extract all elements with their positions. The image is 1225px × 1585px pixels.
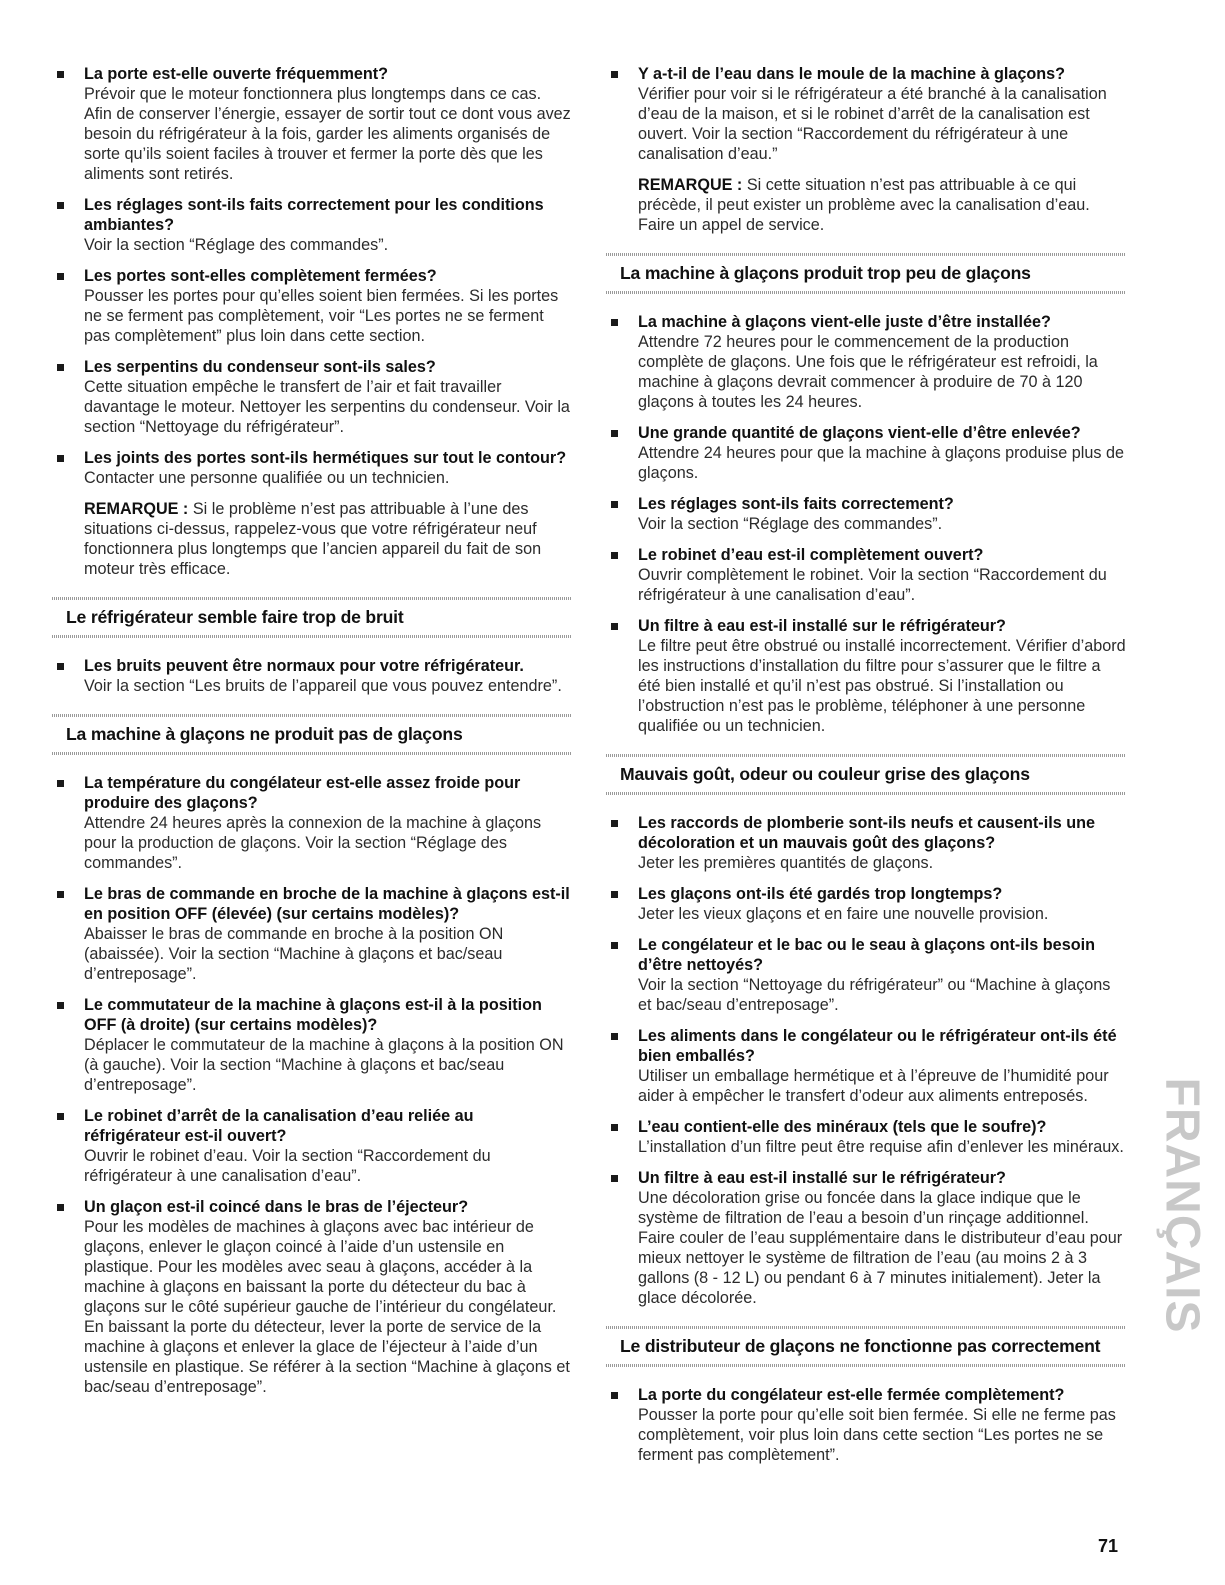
- faq-question: Le robinet d’eau est-il complètement ouvert?: [638, 546, 984, 564]
- section-title-no-ice: La machine à glaçons ne produit pas de glaçons: [66, 724, 463, 744]
- section-header: [52, 597, 572, 638]
- bullet-icon: [57, 891, 64, 898]
- language-side-label: [1155, 1077, 1209, 1333]
- faq-item: [52, 656, 572, 696]
- section-title-few-ice: La machine à glaçons produit trop peu de glaçons: [620, 263, 1031, 283]
- faq-answer: Vérifier pour voir si le réfrigérateur a été branché à la canalisation d’eau de la maison, et si le robinet d’arrêt de la canalisation est ouvert. Voir la section “Raccordement du réfrigérateur à une canalisation d’eau.”: [638, 85, 1107, 163]
- faq-answer: Voir la section “Réglage des commandes”.: [84, 236, 389, 254]
- bullet-icon: [57, 1002, 64, 1009]
- faq-answer: Ouvrir complètement le robinet. Voir la section “Raccordement du réfrigérateur à une canalisation d’eau”.: [638, 566, 1107, 604]
- faq-item: [52, 1197, 572, 1397]
- faq-answer: Jeter les premières quantités de glaçons.: [638, 854, 934, 872]
- note-text: Si cette situation n’est pas attribuable à ce qui précède, il peut exister un problème avec la canalisation d’eau. Faire un appel de service.: [638, 176, 1090, 234]
- faq-question: Le congélateur et le bac ou le seau à glaçons ont-ils besoin d’être nettoyés?: [638, 936, 1095, 974]
- faq-question: La porte est-elle ouverte fréquemment?: [84, 65, 389, 83]
- note-label: REMARQUE :: [84, 500, 189, 518]
- page-number: 71: [1098, 1536, 1119, 1556]
- faq-item: [606, 1168, 1126, 1308]
- section-title-taste: Mauvais goût, odeur ou couleur grise des glaçons: [620, 764, 1030, 784]
- bullet-icon: [57, 780, 64, 787]
- faq-question: Les raccords de plomberie sont-ils neufs et causent-ils une décoloration et un mauvais goût des glaçons?: [638, 814, 1095, 852]
- faq-answer: Cette situation empêche le transfert de l’air et fait travailler davantage le moteur. Nettoyer les serpentins du condenseur. Voir la section “Nettoyage du réfrigérateur”.: [84, 378, 570, 436]
- faq-item: [606, 616, 1126, 736]
- faq-item: [606, 1117, 1126, 1157]
- bullet-icon: [611, 552, 618, 559]
- faq-question: Le robinet d’arrêt de la canalisation d’eau reliée au réfrigérateur est-il ouvert?: [84, 1107, 474, 1145]
- faq-answer: Attendre 72 heures pour le commencement de la production complète de glaçons. Une fois que le réfrigérateur est refroidi, la machine à glaçons devrait commencer à produire de 70 à 120 glaçons à toutes les 24 heures.: [638, 333, 1098, 411]
- faq-answer: Pousser les portes pour qu’elles soient bien fermées. Si les portes ne se ferment pas complètement, voir “Les portes ne se ferment pas complètement” plus loin dans cette section.: [84, 287, 559, 345]
- section-header: [52, 714, 572, 755]
- faq-item: [52, 995, 572, 1095]
- section-title-noise: Le réfrigérateur semble faire trop de bruit: [66, 607, 404, 627]
- faq-item: [606, 494, 1126, 534]
- bullet-icon: [611, 942, 618, 949]
- faq-item: [606, 813, 1126, 873]
- faq-item: [52, 884, 572, 984]
- faq-question: Le commutateur de la machine à glaçons est-il à la position OFF (à droite) (sur certains modèles)?: [84, 996, 542, 1034]
- note-label: REMARQUE :: [638, 176, 743, 194]
- faq-question: L’eau contient-elle des minéraux (tels que le soufre)?: [638, 1118, 1047, 1136]
- faq-question: Un glaçon est-il coincé dans le bras de l’éjecteur?: [84, 1198, 469, 1216]
- faq-answer: Voir la section “Nettoyage du réfrigérateur” ou “Machine à glaçons et bac/seau d’entreposage”.: [638, 976, 1111, 1014]
- faq-answer: Voir la section “Les bruits de l’appareil que vous pouvez entendre”.: [84, 677, 562, 695]
- bullet-icon: [611, 319, 618, 326]
- bullet-icon: [611, 1033, 618, 1040]
- bullet-icon: [57, 71, 64, 78]
- bullet-icon: [57, 273, 64, 280]
- faq-answer: Voir la section “Réglage des commandes”.: [638, 515, 943, 533]
- faq-answer: Pousser la porte pour qu’elle soit bien fermée. Si elle ne ferme pas complètement, voir plus loin dans cette section “Les portes ne se ferment pas complètement”.: [638, 1406, 1116, 1464]
- faq-answer: Déplacer le commutateur de la machine à glaçons à la position ON (à gauche). Voir la section “Machine à glaçons et bac/seau d’entreposage”.: [84, 1036, 564, 1094]
- faq-item: [52, 448, 572, 488]
- faq-item: [52, 357, 572, 437]
- section-header: [606, 253, 1126, 294]
- faq-question: Les glaçons ont-ils été gardés trop longtemps?: [638, 885, 1003, 903]
- bullet-icon: [57, 663, 64, 670]
- faq-answer: L’installation d’un filtre peut être requise afin d’enlever les minéraux.: [638, 1138, 1124, 1156]
- section-title-dispenser: Le distributeur de glaçons ne fonctionne pas correctement: [620, 1336, 1101, 1356]
- faq-item: [52, 64, 572, 184]
- faq-question: Y a-t-il de l’eau dans le moule de la machine à glaçons?: [638, 65, 1066, 83]
- faq-item: [606, 64, 1126, 164]
- faq-answer: Utiliser un emballage hermétique et à l’épreuve de l’humidité pour aider à empêcher le transfert d’odeur aux aliments entreposés.: [638, 1067, 1109, 1105]
- bullet-icon: [57, 455, 64, 462]
- bullet-icon: [57, 1204, 64, 1211]
- faq-item: [606, 545, 1126, 605]
- faq-question: Le bras de commande en broche de la machine à glaçons est-il en position OFF (élevée) (sur certains modèles)?: [84, 885, 570, 923]
- left-column: [52, 64, 572, 1408]
- faq-answer: Une décoloration grise ou foncée dans la glace indique que le système de filtration de l’eau a besoin d’un rinçage additionnel. Faire couler de l’eau supplémentaire dans le distributeur d’eau pour mieux nettoyer le système de filtration de l’eau (au moins 2 à 3 gallons (8 - 12 L) ou pendant 6 à 7 minutes initialement). Jeter la glace décolorée.: [638, 1189, 1123, 1307]
- section-header: [606, 754, 1126, 795]
- faq-question: Les bruits peuvent être normaux pour votre réfrigérateur.: [84, 657, 524, 675]
- faq-question: Un filtre à eau est-il installé sur le réfrigérateur?: [638, 617, 1006, 635]
- faq-item: [52, 266, 572, 346]
- faq-question: Les portes sont-elles complètement fermées?: [84, 267, 437, 285]
- faq-item: [52, 195, 572, 255]
- faq-answer: Attendre 24 heures pour que la machine à glaçons produise plus de glaçons.: [638, 444, 1124, 482]
- bullet-icon: [57, 202, 64, 209]
- faq-question: Les aliments dans le congélateur ou le réfrigérateur ont-ils été bien emballés?: [638, 1027, 1117, 1065]
- faq-question: La porte du congélateur est-elle fermée complètement?: [638, 1386, 1065, 1404]
- bullet-icon: [57, 1113, 64, 1120]
- faq-item: [52, 773, 572, 873]
- note-text: Si le problème n’est pas attribuable à l’une des situations ci-dessus, rappelez-vous que votre réfrigérateur neuf fonctionnera plus longtemps que l’ancien appareil du fait de son moteur très efficace.: [84, 500, 542, 578]
- bullet-icon: [57, 364, 64, 371]
- faq-item: [606, 423, 1126, 483]
- faq-question: Une grande quantité de glaçons vient-elle d’être enlevée?: [638, 424, 1081, 442]
- faq-answer: Le filtre peut être obstrué ou installé incorrectement. Vérifier d’abord les instructions d’installation du filtre pour s’assurer que le filtre a été bien installé et qu’il n’est pas obstrué. Si l’installation ou l’obstruction n’est pas le problème, téléphoner à une personne qualifiée ou un technicien.: [638, 637, 1126, 735]
- faq-question: Les serpentins du condenseur sont-ils sales?: [84, 358, 436, 376]
- note-paragraph: [52, 499, 572, 579]
- faq-item: [606, 312, 1126, 412]
- faq-answer: Pour les modèles de machines à glaçons avec bac intérieur de glaçons, enlever le glaçon coincé à l’aide d’un ustensile en plastique. Pour les modèles avec seau à glaçons, accéder à la machine à glaçons en baissant la porte du détecteur du bac à glaçons sur le côté supérieur gauche de l’intérieur du congélateur. En baissant la porte du détecteur, lever la porte de service de la machine à glaçons et enlever la glace de l’éjecteur à l’aide d’un ustensile en plastique. Se référer à la section “Machine à glaçons et bac/seau d’entreposage”.: [84, 1218, 570, 1396]
- faq-item: [52, 1106, 572, 1186]
- bullet-icon: [611, 1124, 618, 1131]
- faq-item: [606, 935, 1126, 1015]
- bullet-icon: [611, 430, 618, 437]
- faq-item: [606, 884, 1126, 924]
- faq-question: La température du congélateur est-elle assez froide pour produire des glaçons?: [84, 774, 521, 812]
- faq-item: [606, 1026, 1126, 1106]
- note-paragraph: [606, 175, 1126, 235]
- language-label-text: FRANÇAIS: [1155, 1077, 1209, 1333]
- faq-question: Les réglages sont-ils faits correctement pour les conditions ambiantes?: [84, 196, 544, 234]
- bullet-icon: [611, 501, 618, 508]
- faq-question: Un filtre à eau est-il installé sur le réfrigérateur?: [638, 1169, 1006, 1187]
- bullet-icon: [611, 1392, 618, 1399]
- faq-answer: Contacter une personne qualifiée ou un technicien.: [84, 469, 450, 487]
- section-header: [606, 1326, 1126, 1367]
- faq-answer: Abaisser le bras de commande en broche à la position ON (abaissée). Voir la section “Machine à glaçons et bac/seau d’entreposage”.: [84, 925, 504, 983]
- faq-answer: Attendre 24 heures après la connexion de la machine à glaçons pour la production de glaçons. Voir la section “Réglage des commandes”.: [84, 814, 542, 872]
- bullet-icon: [611, 891, 618, 898]
- faq-question: Les réglages sont-ils faits correctement?: [638, 495, 954, 513]
- faq-question: La machine à glaçons vient-elle juste d’être installée?: [638, 313, 1051, 331]
- bullet-icon: [611, 71, 618, 78]
- faq-answer: Ouvrir le robinet d’eau. Voir la section “Raccordement du réfrigérateur à une canalisation d’eau”.: [84, 1147, 491, 1185]
- faq-answer: Prévoir que le moteur fonctionnera plus longtemps dans ce cas. Afin de conserver l’énergie, essayer de sortir tout ce dont vous avez besoin du réfrigérateur à la fois, garder les aliments organisés de sorte qu’ils soient faciles à trouver et fermer la porte dès que les aliments sont retirés.: [84, 85, 571, 183]
- bullet-icon: [611, 1175, 618, 1182]
- faq-answer: Jeter les vieux glaçons et en faire une nouvelle provision.: [638, 905, 1049, 923]
- bullet-icon: [611, 623, 618, 630]
- faq-item: [606, 1385, 1126, 1465]
- bullet-icon: [611, 820, 618, 827]
- faq-question: Les joints des portes sont-ils hermétiques sur tout le contour?: [84, 449, 567, 467]
- right-column: [606, 64, 1126, 1476]
